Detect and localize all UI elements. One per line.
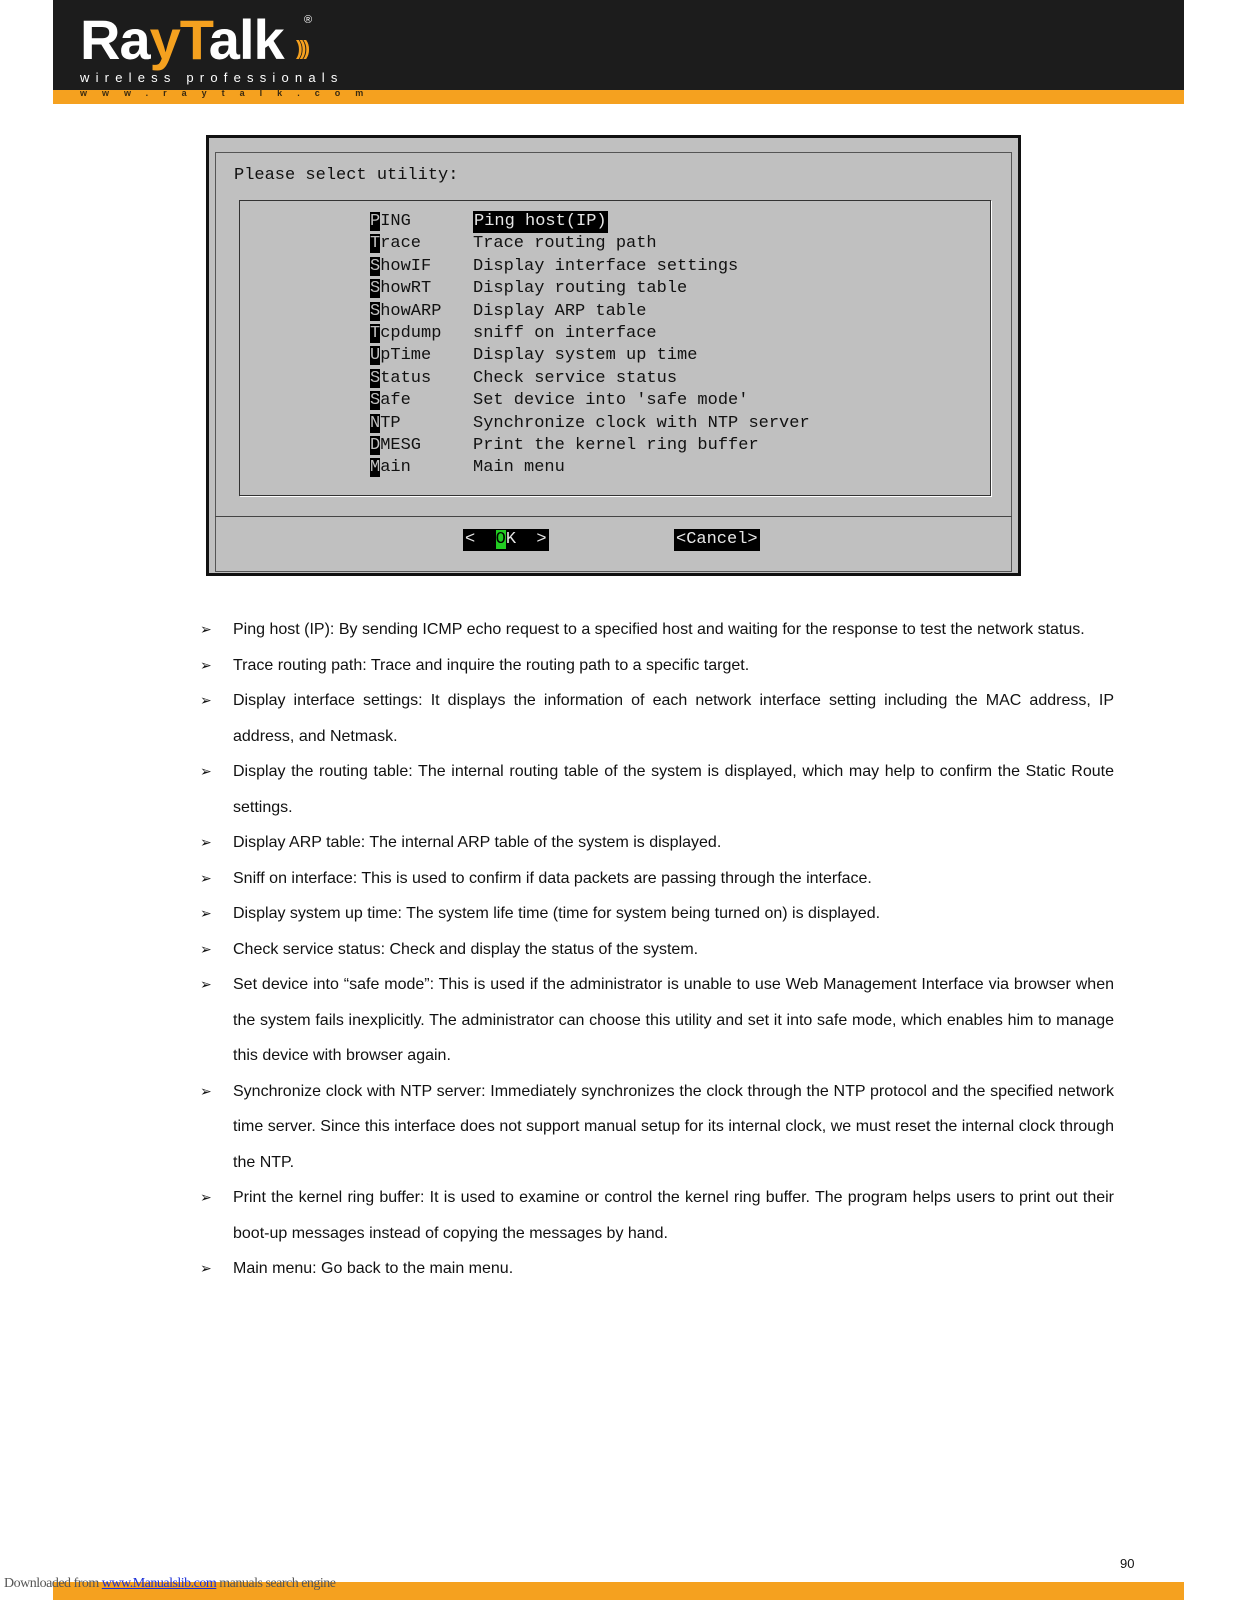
menu-item-description: Main menu [473, 458, 565, 478]
hotkey-letter: P [370, 212, 381, 231]
bullet-item: ➢ Trace routing path: Trace and inquire the routing path to a specific target. [200, 648, 1114, 684]
menu-item-description: sniff on interface [473, 324, 657, 343]
menu-item-description: Display system up time [473, 346, 698, 366]
raytalk-logo [80, 8, 313, 71]
hotkey-letter: D [370, 436, 381, 455]
download-footer: Downloaded from www.Manualslib.com manuals search engine [4, 1576, 336, 1591]
menu-item-description: Display interface settings [473, 256, 739, 276]
hotkey-letter: U [370, 346, 381, 366]
menu-item-key: Status [370, 368, 432, 388]
menu-item-key: ShowARP [370, 301, 442, 321]
hotkey-letter: T [370, 234, 381, 254]
menu-item-description: Display routing table [473, 279, 688, 299]
hotkey-letter: S [370, 368, 381, 388]
menu-item-key: ShowIF [370, 256, 432, 276]
bullet-item: ➢ Ping host (IP): By sending ICMP echo request to a specified host and waiting for the response to test the network status. [200, 612, 1114, 648]
bullet-item: ➢ Display system up time: The system life time (time for system being turned on) is displayed. [200, 896, 1114, 932]
menu-item-key: UpTime [370, 346, 432, 366]
button-separator [215, 516, 1012, 517]
menu-item-description: Synchronize clock with NTP server [473, 413, 810, 433]
bullet-item: ➢ Set device into “safe mode”: This is used if the administrator is unable to use Web Management Interface via browser when the system fails inexplicitly. The administrator can choose this utility and set it into safe mode, which enables him to manage this device with browser again. [200, 967, 1114, 1074]
menu-item-key: NTP [370, 413, 401, 433]
bullet-item: ➢ Display interface settings: It displays the information of each network interface setting including the MAC address, IP address, and Netmask. [200, 683, 1114, 754]
menu-item-key: Trace [370, 234, 422, 254]
hotkey-letter: N [370, 413, 381, 433]
manualslib-link[interactable]: www.Manualslib.com [101, 1576, 217, 1591]
menu-item-key: PING [370, 212, 411, 231]
utility-descriptions [200, 612, 1114, 1287]
menu-item-key: ShowRT [370, 279, 432, 299]
wireless-waves-icon: ))) [296, 38, 307, 60]
ok-button[interactable]: < OK > [465, 530, 547, 549]
bullet-item: ➢ Print the kernel ring buffer: It is used to examine or control the kernel ring buffer. The program helps users to print out their boot-up messages instead of copying the messages by hand. [200, 1180, 1114, 1251]
registered-mark: ® [304, 14, 313, 26]
cancel-button[interactable]: <Cancel> [676, 530, 758, 549]
logo-tagline: wireless professionals [80, 70, 344, 85]
menu-item-description: Ping host(IP) [474, 212, 607, 231]
menu-item-description: Print the kernel ring buffer [473, 436, 759, 455]
page-number: 90 [1120, 1556, 1135, 1571]
dialog-title: Please select utility: [234, 166, 459, 185]
hotkey-letter: S [370, 256, 381, 276]
menu-item-description: Check service status [473, 368, 678, 388]
hotkey-letter: T [370, 324, 381, 343]
bullet-item: ➢ Display ARP table: The internal ARP table of the system is displayed. [200, 825, 1114, 861]
logo-url: www.raytalk.com [80, 88, 379, 98]
menu-item-key: Safe [370, 391, 411, 411]
bullet-item: ➢ Display the routing table: The internal routing table of the system is displayed, which may help to confirm the Static Route settings. [200, 754, 1114, 825]
bullet-item: ➢ Sniff on interface: This is used to confirm if data packets are passing through the interface. [200, 861, 1114, 897]
hotkey-letter: S [370, 279, 381, 299]
menu-item-description: Set device into 'safe mode' [473, 391, 749, 411]
hotkey-letter: S [370, 391, 381, 411]
utility-menu [239, 200, 991, 496]
bullet-item: ➢ Check service status: Check and display the status of the system. [200, 932, 1114, 968]
menu-item-description: Trace routing path [473, 234, 657, 254]
hotkey-letter: M [370, 458, 381, 478]
menu-item-key: Tcpdump [370, 324, 442, 343]
logo-wordmark: RayTalk [80, 8, 284, 71]
hotkey-letter: S [370, 301, 381, 321]
terminal-screenshot [206, 135, 1021, 576]
menu-item-key: DMESG [370, 436, 422, 455]
menu-item-description: Display ARP table [473, 301, 647, 321]
bullet-item: ➢ Main menu: Go back to the main menu. [200, 1251, 1114, 1287]
menu-item-key: Main [370, 458, 411, 478]
bullet-item: ➢ Synchronize clock with NTP server: Immediately synchronizes the clock through the NTP protocol and the specified network time server. Since this interface does not support manual setup for its internal clock, we must reset the internal clock through the NTP. [200, 1074, 1114, 1181]
